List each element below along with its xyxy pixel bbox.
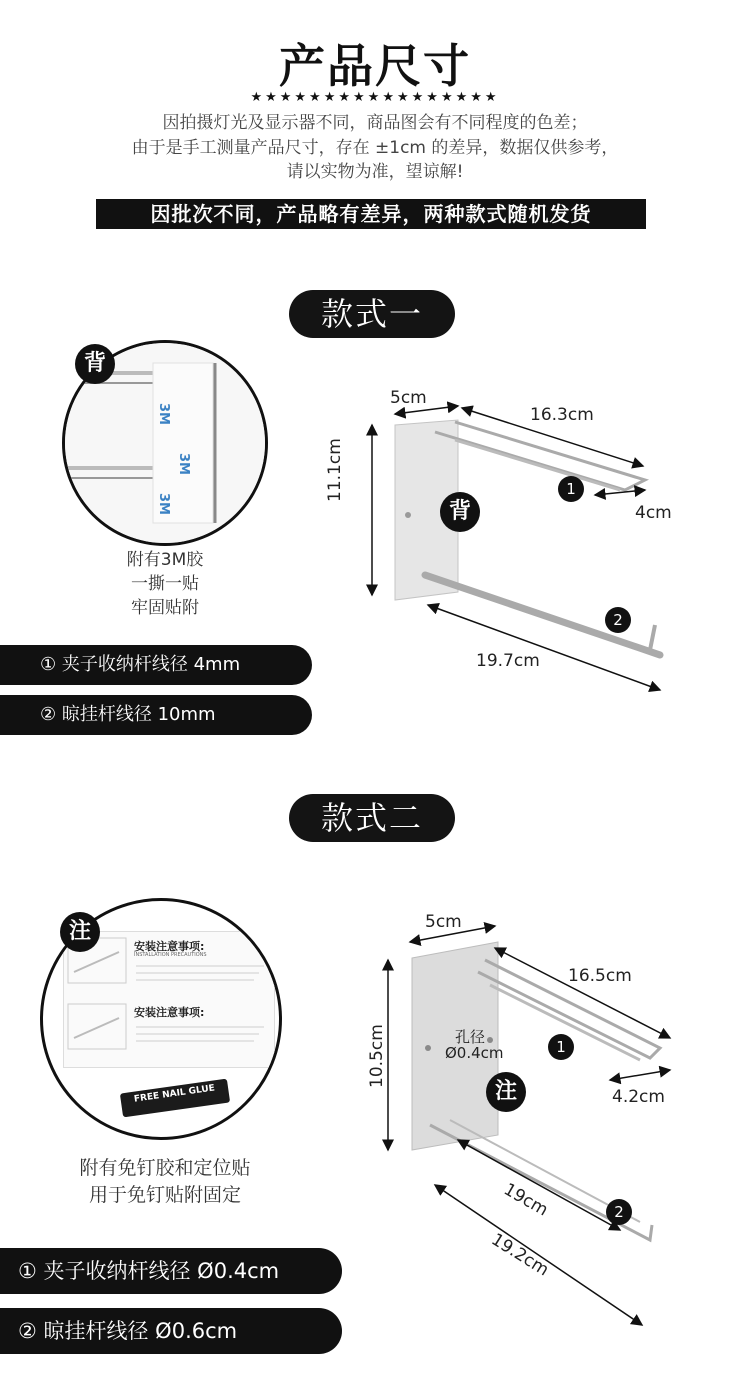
style1-title: 款式一: [289, 290, 455, 338]
style1-spec-1: ① 夹子收纳杆线径 4mm: [0, 645, 312, 685]
glue-tube: [120, 1079, 230, 1118]
page-title: 产品尺寸: [279, 39, 471, 93]
note-line-1: 因拍摄灯光及显示器不同，商品图会有不同程度的色差；: [162, 113, 588, 133]
style2-spec-1: ① 夹子收纳杆线径 Ø0.4cm: [0, 1248, 342, 1294]
style2-hole-label: 孔径: [455, 1028, 486, 1046]
tape-logo-1: 3M: [156, 403, 171, 425]
style1-caption-3: 牢固贴附: [131, 598, 199, 618]
style2-hole-value: Ø0.4cm: [445, 1044, 504, 1062]
style1-dim-clip: 4cm: [635, 503, 672, 523]
instructions-card-subtitle: INSTALLATION PRECAUTIONS: [134, 952, 207, 958]
style2-caption-2: 用于免钉贴附固定: [88, 1184, 241, 1206]
style2-dim-height: 10.5cm: [367, 1024, 387, 1088]
instructions-card-title: 安装注意事项:: [134, 940, 205, 953]
instructions-card-title-2: 安装注意事项:: [134, 1006, 205, 1019]
style2-note-badge: 注: [60, 912, 100, 952]
glue-tube-label: FREE NAIL GLUE: [133, 1083, 216, 1105]
style1-caption-2: 一撕一贴: [131, 574, 199, 594]
style1-marker-1: 1: [558, 476, 584, 502]
style2-marker-1: 1: [548, 1034, 574, 1060]
style2-dim-width: 5cm: [425, 912, 462, 932]
style2-marker-2: 2: [606, 1199, 632, 1225]
style1-dim-width: 5cm: [390, 388, 427, 408]
batch-notice-banner: 因批次不同，产品略有差异，两种款式随机发货: [96, 199, 646, 229]
style2-caption-1: 附有免钉胶和定位贴: [79, 1157, 251, 1179]
style1-marker-2: 2: [605, 607, 631, 633]
stars-divider: ★★★★★★★★★★★★★★★★★: [250, 90, 500, 105]
style2-dim-clip: 4.2cm: [612, 1087, 665, 1107]
style2-spec-2: ② 晾挂杆线径 Ø0.6cm: [0, 1308, 342, 1354]
style1-diagram-back-badge: 背: [440, 492, 480, 532]
style1-dim-depth: 16.3cm: [530, 405, 594, 425]
style1-caption-1: 附有3M胶: [126, 550, 204, 570]
tape-logo-3: 3M: [156, 493, 171, 515]
style1-back-badge: 背: [75, 344, 115, 384]
instructions-card-art: [64, 932, 274, 1067]
style1-dim-bar: 19.7cm: [476, 651, 540, 671]
instructions-card: [63, 931, 275, 1068]
tape-logo-2: 3M: [176, 453, 191, 475]
note-line-3: 请以实物为准，望谅解!: [286, 162, 464, 182]
style2-dim-bar-inner: 19cm: [500, 1179, 552, 1221]
style2-dim-depth: 16.5cm: [568, 966, 632, 986]
style2-diagram-note-badge: 注: [486, 1072, 526, 1112]
style1-spec-2: ② 晾挂杆线径 10mm: [0, 695, 312, 735]
style1-dim-height: 11.1cm: [325, 438, 345, 502]
note-line-2: 由于是手工测量产品尺寸，存在 ±1cm 的差异，数据仅供参考，: [131, 138, 619, 158]
style2-dim-bar-outer: 19.2cm: [487, 1229, 553, 1281]
style2-title: 款式二: [289, 794, 455, 842]
